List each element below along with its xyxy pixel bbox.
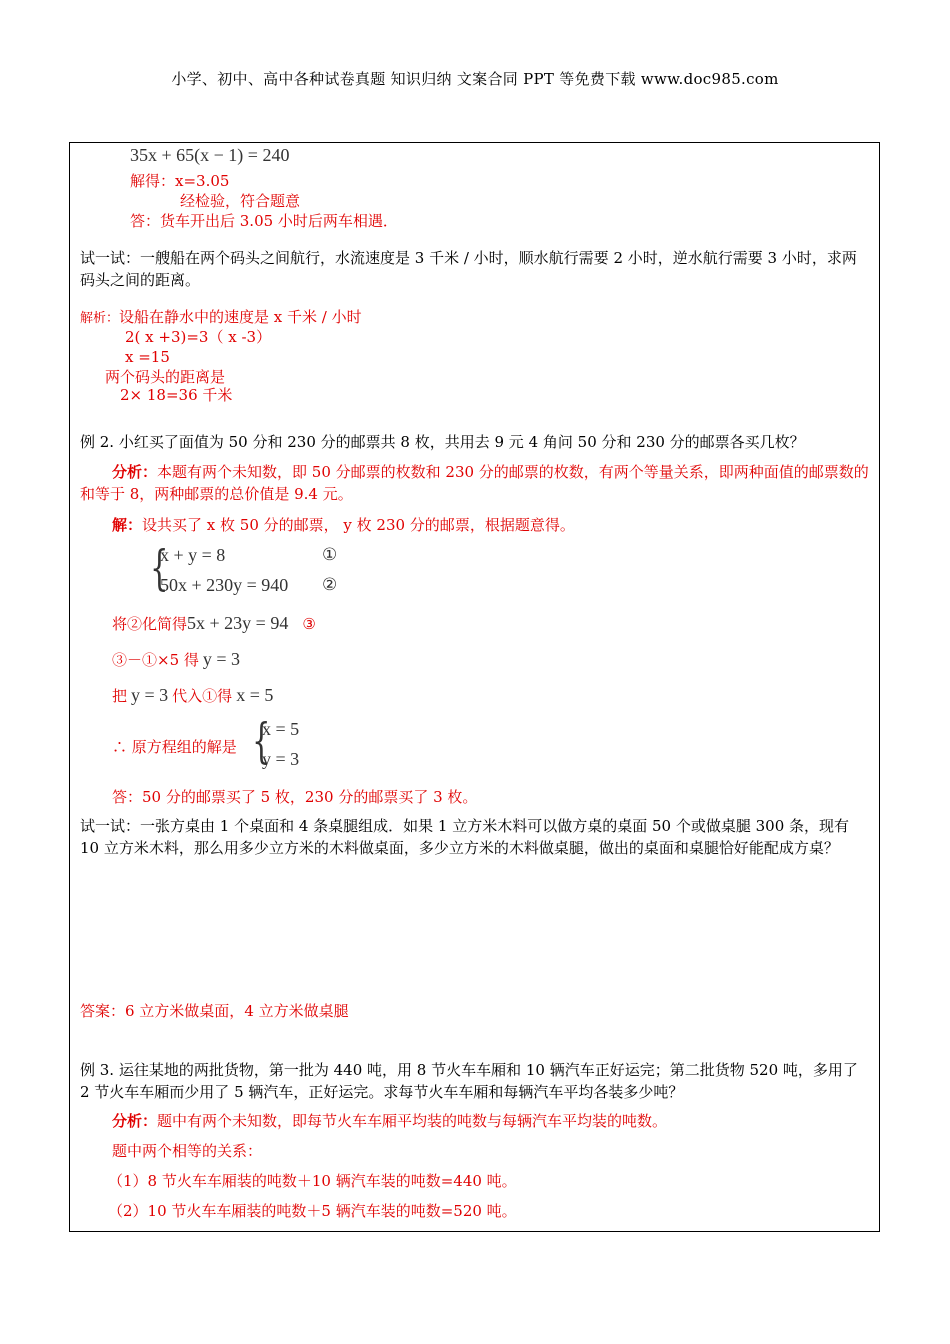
ex2-solution [112, 515, 575, 535]
ex3-relation-1: （1）8 节火车车厢装的吨数＋10 辆汽车装的吨数=440 吨。 [108, 1172, 517, 1190]
ex2-analysis-label: 分析： [112, 463, 158, 481]
try1-solution-line3: x =15 [125, 348, 170, 366]
check-line: 经检验，符合题意 [180, 192, 301, 210]
ex3-analysis [112, 1111, 667, 1131]
equation-35x: 35x + 65(x − 1) = 240 [130, 145, 290, 165]
step3-eq1: y = 3 [131, 685, 169, 705]
content-box [69, 142, 880, 1232]
try1-solution-line5: 2× 18=36 千米 [120, 386, 233, 404]
step-substitute [112, 685, 273, 706]
answer-line: 答：货车开出后 3.05 小时后两车相遇． [130, 212, 398, 230]
step2-eq: y = 3 [202, 649, 241, 669]
try2-answer: 答案：6 立方米做桌面，4 立方米做桌腿 [80, 1002, 349, 1020]
result-y: y = 3 [262, 749, 300, 769]
try1-solution-line2: 2( x +3)=3（ x -3） [125, 328, 272, 346]
mark-1: ① [322, 545, 338, 565]
step-simplify [112, 613, 316, 634]
step1-text: 将②化简得 [112, 615, 188, 633]
result-label [112, 737, 237, 757]
step1-eq: 5x + 23y = 94 [187, 613, 289, 633]
example-2: 例 2. 小红买了面值为 50 分和 230 分的邮票共 8 枚，共用去 9 元 4 角问 50 分和 230 分的邮票各买几枚？ [80, 433, 805, 451]
ex3-relation-2: （2）10 节火车车厢装的吨数＋5 辆汽车装的吨数=520 吨。 [108, 1202, 517, 1220]
try1-solution-label: 解析： [80, 311, 120, 326]
solve-line: 解得：x=3.05 [130, 172, 230, 190]
ex2-solution-label: 解： [112, 516, 143, 534]
mark-2: ② [322, 575, 338, 595]
ex2-analysis-text: 本题有两个未知数，即 50 分邮票的枚数和 230 分的邮票的枚数，有两个等量关系，即两种面值的邮票数的和等于 8，两种邮票的总价值是 9.4 元。 [80, 463, 869, 503]
ex2-solution-text: 设共买了 x 枚 50 分的邮票， y 枚 230 分的邮票，根据题意得。 [142, 516, 575, 534]
step1-mark: ③ [302, 615, 316, 633]
example-3: 例 3. 运往某地的两批货物，第一批为 440 吨，用 8 节火车车厢和 10 辆汽车正好运完；第二批货物 520 吨，多用了 2 节火车车厢而少用了 5 辆汽车，正好运完。求每节火车车厢和每辆汽车平均各装多少吨？ [80, 1061, 858, 1101]
result-brace: { [252, 713, 271, 769]
ex2-answer: 答：50 分的邮票买了 5 枚，230 分的邮票买了 3 枚。 [112, 788, 478, 806]
page-header: 小学、初中、高中各种试卷真题 知识归纳 文案合同 PPT 等免费下载 www.doc985.com [171, 70, 779, 88]
system-brace: { [150, 540, 169, 596]
result-text: ∴ 原方程组的解是 [112, 738, 237, 756]
ex3-analysis-label: 分析： [112, 1112, 158, 1130]
step3-eq2: x = 5 [236, 685, 274, 705]
step3-mid: 代入①得 [172, 687, 233, 705]
try1-solution-line1 [80, 307, 362, 329]
system-eq1: x + y = 8 [160, 545, 226, 565]
try1-solution-text: 设船在静水中的速度是 x 千米 / 小时 [119, 308, 362, 326]
step2-text: ③－①×5 得 [112, 651, 199, 669]
ex3-analysis-text: 题中有两个未知数，即每节火车车厢平均装的吨数与每辆汽车平均装的吨数。 [157, 1112, 668, 1130]
step-subtract [112, 649, 240, 670]
try-it-1: 试一试：一艘船在两个码头之间航行，水流速度是 3 千米 / 小时，顺水航行需要 2 小时，逆水航行需要 3 小时，求两码头之间的距离。 [80, 249, 857, 289]
ex3-relation: 题中两个相等的关系： [112, 1142, 263, 1160]
step3-pre: 把 [112, 687, 128, 705]
try-it-2: 试一试：一张方桌由 1 个桌面和 4 条桌腿组成．如果 1 立方米木料可以做方桌的桌面 50 个或做桌腿 300 条，现有 10 立方米木料，那么用多少立方米的木料做桌面，多少立方米的木料做桌腿，做出的桌面和桌腿恰好能配成方桌？ [80, 817, 850, 857]
try1-solution-line4: 两个码头的距离是 [105, 368, 226, 386]
ex2-analysis [80, 461, 870, 505]
result-x: x = 5 [262, 719, 300, 739]
system-eq2: 50x + 230y = 940 [160, 575, 289, 595]
